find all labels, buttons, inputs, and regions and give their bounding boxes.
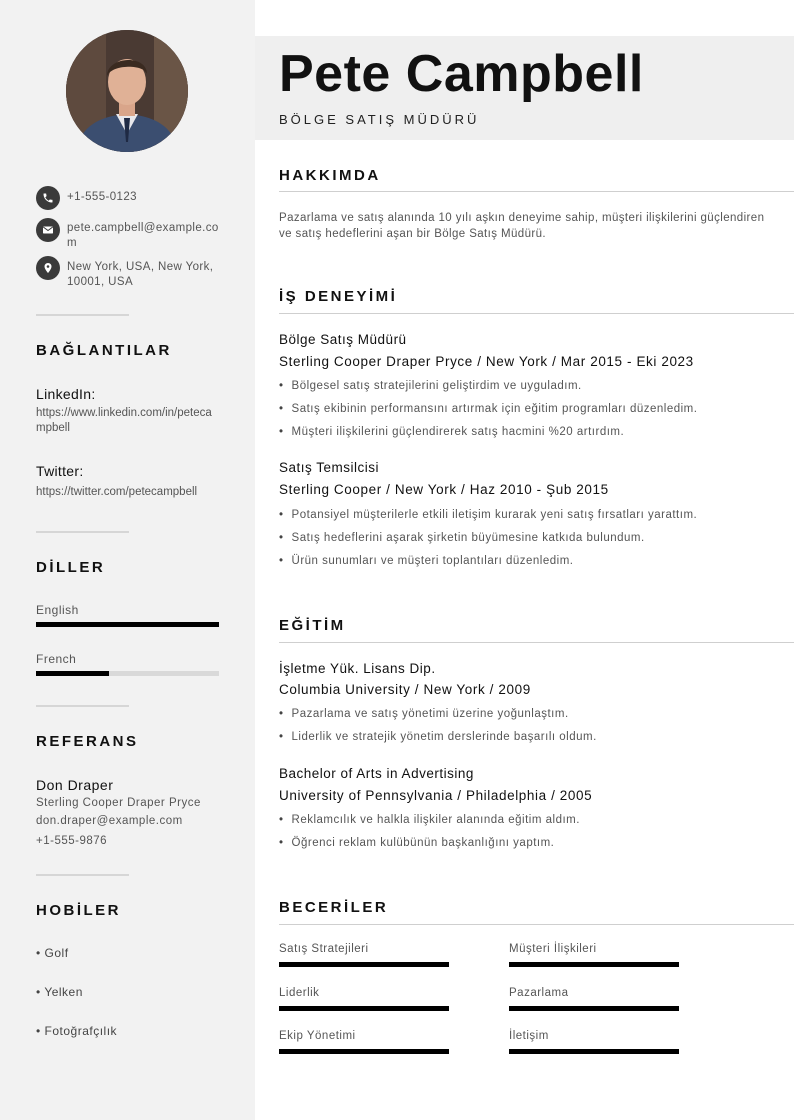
address-text: New York, USA, New York, 10001, USA xyxy=(67,261,214,288)
language-level-fill xyxy=(36,622,219,627)
phone-text: +1-555-0123 xyxy=(67,191,137,203)
reference-email[interactable]: don.draper@example.com xyxy=(36,815,183,827)
job-detail: Sterling Cooper / New York / Haz 2010 - Şub 2015 xyxy=(279,482,609,497)
reference-phone: +1-555-9876 xyxy=(36,835,108,847)
contact-address xyxy=(36,256,219,290)
job-bullet: • Bölgesel satış stratejilerini geliştirdim ve uyguladım. xyxy=(279,380,582,392)
job-bullet: • Satış ekibinin performansını artırmak için eğitim programları düzenledim. xyxy=(279,403,697,415)
skill-level-fill xyxy=(279,962,449,967)
skill-name: Pazarlama xyxy=(509,987,569,999)
skill-name: Satış Stratejileri xyxy=(279,943,369,955)
skill-name: Liderlik xyxy=(279,987,320,999)
skill-level-bar xyxy=(279,1006,449,1011)
section-divider xyxy=(279,924,794,925)
person-name: Pete Campbell xyxy=(279,45,644,103)
language-name: English xyxy=(36,603,79,617)
skill-level-bar xyxy=(279,962,449,967)
job-bullet: • Satış hedeflerini aşarak şirketin büyümesine katkıda bulundum. xyxy=(279,532,645,544)
skill-level-fill xyxy=(509,1006,679,1011)
skill-level-fill xyxy=(279,1006,449,1011)
linkedin-label: LinkedIn: xyxy=(36,386,96,402)
profile-photo xyxy=(66,30,188,152)
job-detail: Sterling Cooper Draper Pryce / New York / Mar 2015 - Eki 2023 xyxy=(279,354,694,369)
links-heading: BAĞLANTILAR xyxy=(36,342,172,359)
skills-heading: BECERİLER xyxy=(279,899,389,916)
hobby-item: • Golf xyxy=(36,946,69,960)
language-level-fill xyxy=(36,671,109,676)
linkedin-link[interactable]: https://www.linkedin.com/in/petecampbell xyxy=(36,407,212,434)
job-bullet: • Müşteri ilişkilerini güçlendirerek satış hacmini %20 artırdım. xyxy=(279,426,624,438)
education-bullet: • Liderlik ve stratejik yönetim derslerinde başarılı oldum. xyxy=(279,731,597,743)
skill-name: İletişim xyxy=(509,1030,549,1042)
job-bullet: • Potansiyel müşterilerle etkili iletişim kurarak yeni satış fırsatları yarattım. xyxy=(279,509,697,521)
skill-level-bar xyxy=(509,1049,679,1054)
job-role: Bölge Satış Müdürü xyxy=(279,332,407,347)
education-bullet: • Reklamcılık ve halkla ilişkiler alanında eğitim aldım. xyxy=(279,814,580,826)
education-detail: University of Pennsylvania / Philadelphia / 2005 xyxy=(279,788,593,803)
contact-email xyxy=(36,218,219,251)
education-heading: EĞİTİM xyxy=(279,617,346,634)
language-level-bar xyxy=(36,622,219,627)
skill-level-fill xyxy=(509,1049,679,1054)
skill-name: Ekip Yönetimi xyxy=(279,1030,356,1042)
contact-phone xyxy=(36,186,219,210)
language-level-bar xyxy=(36,671,219,676)
about-text: Pazarlama ve satış alanında 10 yılı aşkın deneyime sahip, müşteri ilişkilerini güçlendiren ve satış hedeflerini aşan bir Bölge Satış Müdürü. xyxy=(279,212,765,240)
avatar-image xyxy=(66,30,188,152)
envelope-icon xyxy=(36,218,60,242)
sidebar-divider xyxy=(36,874,129,876)
section-divider xyxy=(279,642,794,643)
about-heading: HAKKIMDA xyxy=(279,167,381,184)
references-heading: REFERANS xyxy=(36,733,139,750)
skill-name: Müşteri İlişkileri xyxy=(509,943,597,955)
section-divider xyxy=(279,313,794,314)
education-detail: Columbia University / New York / 2009 xyxy=(279,682,531,697)
education-bullet: • Öğrenci reklam kulübünün başkanlığını yaptım. xyxy=(279,837,554,849)
phone-icon xyxy=(36,186,60,210)
hobby-item: • Fotoğrafçılık xyxy=(36,1024,118,1038)
sidebar-divider xyxy=(36,705,129,707)
hobbies-heading: HOBİLER xyxy=(36,902,121,919)
twitter-link[interactable]: https://twitter.com/petecampbell xyxy=(36,486,198,498)
twitter-label: Twitter: xyxy=(36,463,84,479)
skill-level-fill xyxy=(509,962,679,967)
reference-name: Don Draper xyxy=(36,777,114,793)
skill-level-bar xyxy=(509,962,679,967)
job-role: Satış Temsilcisi xyxy=(279,460,380,475)
skill-level-bar xyxy=(279,1049,449,1054)
email-text[interactable]: pete.campbell@example.com xyxy=(67,222,219,249)
reference-company: Sterling Cooper Draper Pryce xyxy=(36,797,201,809)
job-bullet: • Ürün sunumları ve müşteri toplantıları düzenledim. xyxy=(279,555,573,567)
education-bullet: • Pazarlama ve satış yönetimi üzerine yoğunlaştım. xyxy=(279,708,569,720)
skill-level-bar xyxy=(509,1006,679,1011)
job-title: BÖLGE SATIŞ MÜDÜRÜ xyxy=(279,112,480,127)
location-pin-icon xyxy=(36,256,60,280)
education-degree: İşletme Yük. Lisans Dip. xyxy=(279,661,436,676)
education-degree: Bachelor of Arts in Advertising xyxy=(279,766,474,781)
experience-heading: İŞ DENEYİMİ xyxy=(279,288,398,305)
skill-level-fill xyxy=(279,1049,449,1054)
section-divider xyxy=(279,191,794,192)
sidebar-divider xyxy=(36,531,129,533)
hobby-item: • Yelken xyxy=(36,985,83,999)
languages-heading: DİLLER xyxy=(36,559,106,576)
language-name: French xyxy=(36,652,77,666)
sidebar-divider xyxy=(36,314,129,316)
